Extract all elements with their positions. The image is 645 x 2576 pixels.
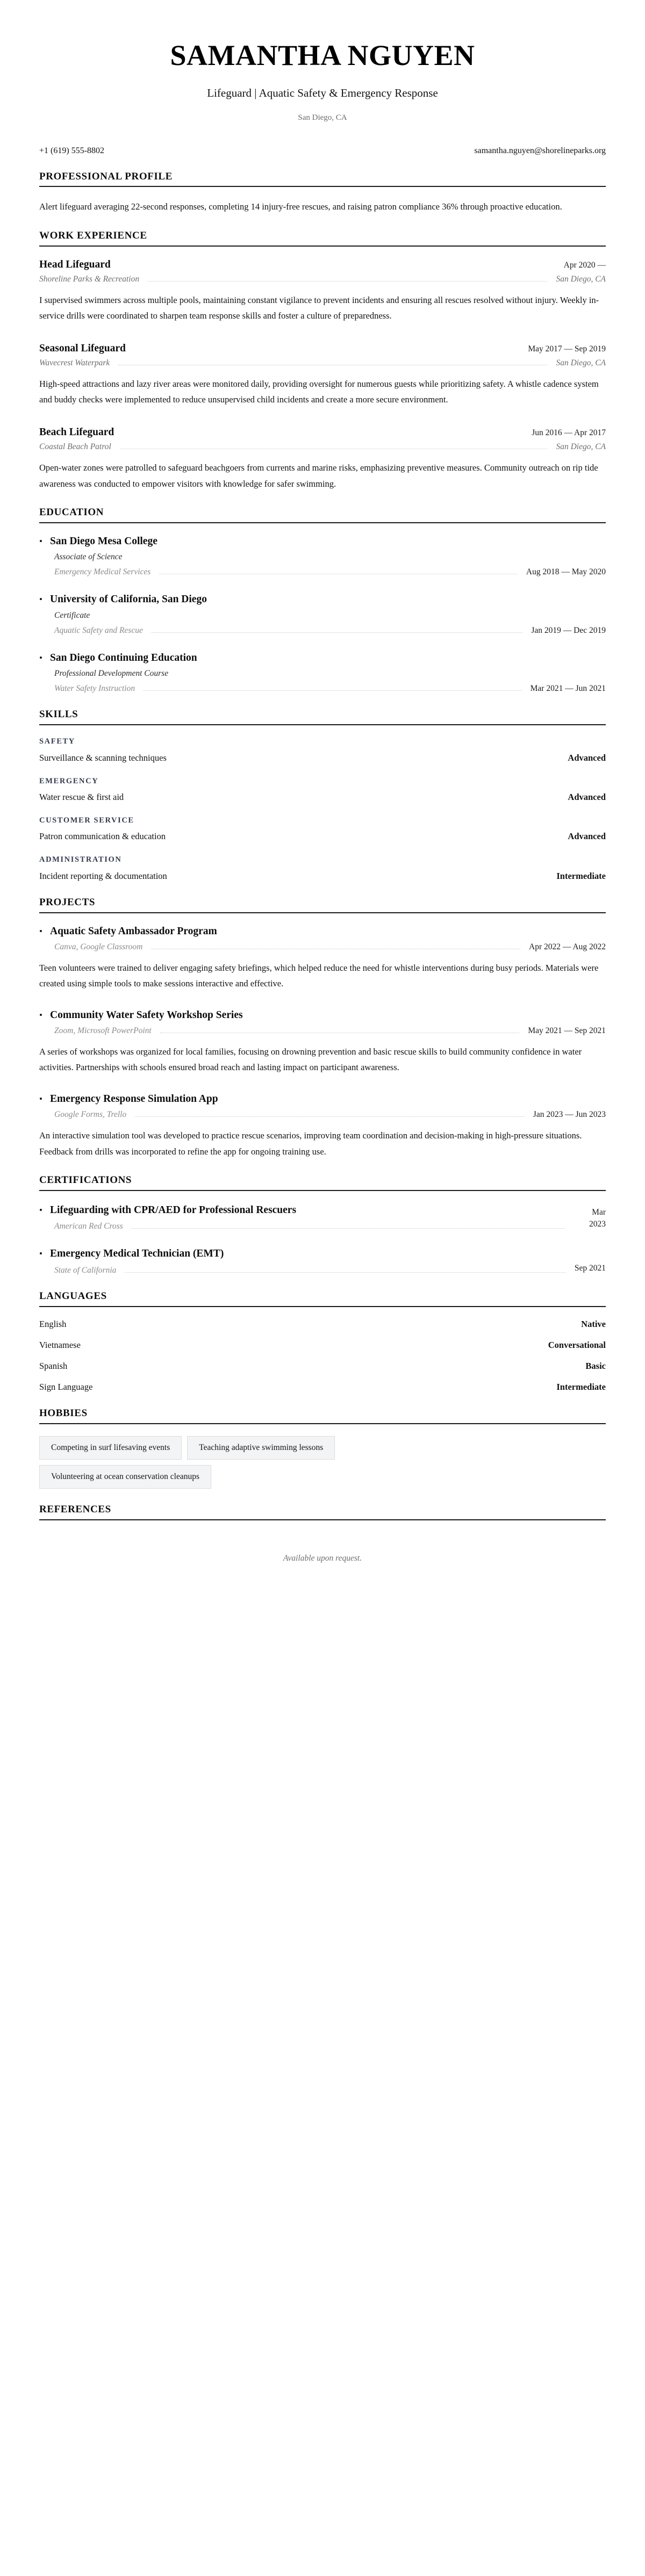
- education-item-detail: [54, 567, 606, 577]
- list-bullet-icon: •: [39, 1249, 42, 1259]
- project-item-dates: May 2021 — Sep 2021: [528, 1026, 606, 1036]
- work-item-subheader: [39, 358, 606, 368]
- work-experience-item: [39, 342, 606, 408]
- languages-list: [39, 1319, 606, 1392]
- section-title-certifications: CERTIFICATIONS: [39, 1174, 132, 1186]
- candidate-location: San Diego, CA: [298, 113, 347, 122]
- certification-item-row: [39, 1203, 606, 1232]
- work-experience-list: [39, 258, 606, 492]
- work-item-dates: Jun 2016 — Apr 2017: [532, 428, 606, 437]
- section-certifications: [39, 1174, 606, 1275]
- project-item-name: Community Water Safety Workshop Series: [50, 1009, 243, 1021]
- work-item-company: Coastal Beach Patrol: [39, 442, 111, 452]
- education-item-detail: [54, 684, 606, 694]
- skill-level: Intermediate: [556, 870, 606, 881]
- list-bullet-icon: •: [39, 594, 42, 605]
- certification-item-date: Mar 2023: [589, 1208, 606, 1229]
- certification-item-name: Emergency Medical Technician (EMT): [50, 1248, 224, 1260]
- section-title-education: EDUCATION: [39, 506, 104, 518]
- work-item-header: [39, 342, 606, 355]
- section-skills: [39, 709, 606, 881]
- education-item-school: San Diego Continuing Education: [50, 652, 197, 663]
- list-bullet-icon: •: [39, 652, 42, 663]
- section-divider: [39, 912, 606, 913]
- education-item: [39, 652, 606, 694]
- certification-item-header: [39, 1203, 574, 1218]
- list-bullet-icon: •: [39, 926, 42, 936]
- certification-item: [39, 1246, 606, 1275]
- references-note: Available upon request.: [283, 1553, 362, 1563]
- language-row: [39, 1361, 606, 1372]
- project-item-header: [39, 1009, 606, 1021]
- language-level: Native: [581, 1318, 606, 1329]
- certifications-list: [39, 1203, 606, 1275]
- work-experience-item: [39, 426, 606, 492]
- list-bullet-icon: •: [39, 1204, 42, 1215]
- section-divider: [39, 186, 606, 187]
- project-item-description: A series of workshops was organized for local families, focusing on drowning prevention and basic rescue skills to build community confidence in water activities. Partnerships with schools ensured broad reach and lasting impact on participant awareness.: [39, 1047, 582, 1073]
- project-item-tools: Google Forms, Trello: [54, 1110, 127, 1120]
- skill-row: [39, 871, 606, 882]
- language-row: [39, 1319, 606, 1330]
- work-item-location: San Diego, CA: [556, 358, 606, 368]
- section-divider: [39, 1519, 606, 1520]
- project-item-description: Teen volunteers were trained to deliver engaging safety briefings, which helped reduce the need for whistle interventions during busy periods. Materials were created using simple tools to make sessions interactive and effective.: [39, 962, 599, 989]
- project-item-name: Emergency Response Simulation App: [50, 1093, 218, 1105]
- project-item-tools: Zoom, Microsoft PowerPoint: [54, 1026, 152, 1036]
- profile-summary-text: Alert lifeguard averaging 22-second responses, completing 14 injury-free rescues, and raising patron compliance 36% through proactive education.: [39, 201, 562, 212]
- skill-category-label: SAFETY: [39, 737, 75, 746]
- work-item-title: Beach Lifeguard: [39, 426, 114, 438]
- education-item-degree: Associate of Science: [54, 552, 123, 562]
- section-divider: [39, 522, 606, 523]
- certification-item-name: Lifeguarding with CPR/AED for Professional Rescuers: [50, 1204, 297, 1216]
- skill-name: Incident reporting & documentation: [39, 870, 167, 881]
- work-item-location: San Diego, CA: [556, 274, 606, 284]
- section-references: [39, 1504, 606, 1563]
- education-item-header: [39, 652, 606, 664]
- skill-row: [39, 753, 606, 763]
- certification-item-row: [39, 1246, 606, 1275]
- skill-row: [39, 792, 606, 803]
- resume-header: [39, 0, 606, 156]
- skill-category-label: EMERGENCY: [39, 776, 99, 785]
- list-bullet-icon: •: [39, 536, 42, 546]
- work-item-subheader: [39, 442, 606, 452]
- certification-item-issuer: American Red Cross: [54, 1222, 123, 1231]
- certification-item-issuer: State of California: [54, 1266, 117, 1275]
- project-item-detail: [54, 942, 606, 952]
- education-item-dates: Mar 2021 — Jun 2021: [530, 684, 606, 694]
- project-item: [39, 1009, 606, 1076]
- work-item-company: Wavecrest Waterpark: [39, 358, 110, 368]
- work-item-header: [39, 258, 606, 271]
- education-item-field: Emergency Medical Services: [54, 567, 151, 577]
- education-item-school: University of California, San Diego: [50, 594, 207, 605]
- work-item-dates: May 2017 — Sep 2019: [528, 344, 606, 353]
- skill-name: Surveillance & scanning techniques: [39, 752, 167, 763]
- dotted-separator: [144, 690, 522, 691]
- language-level: Intermediate: [556, 1381, 606, 1392]
- dotted-separator: [152, 632, 523, 633]
- education-item-dates: Jan 2019 — Dec 2019: [531, 625, 606, 635]
- education-item-degree: Professional Development Course: [54, 669, 169, 679]
- list-bullet-icon: •: [39, 1009, 42, 1020]
- hobbies-list: [39, 1436, 512, 1489]
- project-item-dates: Jan 2023 — Jun 2023: [533, 1110, 606, 1120]
- skill-category-label: ADMINISTRATION: [39, 855, 122, 864]
- skills-list: [39, 737, 606, 882]
- language-name: Vietnamese: [39, 1339, 81, 1350]
- project-item: [39, 1093, 606, 1159]
- language-name: Spanish: [39, 1360, 68, 1371]
- list-bullet-icon: •: [39, 1093, 42, 1104]
- project-item-detail: [54, 1026, 606, 1036]
- work-item-description: I supervised swimmers across multiple pools, maintaining constant vigilance to prevent incidents and ensuring all rescues resolved without injury. Weekly in-service drills were coordinated to sharpen team response skills and foster a culture of preparedness.: [39, 294, 599, 321]
- contact-phone[interactable]: +1 (619) 555-8802: [39, 146, 105, 155]
- contact-email[interactable]: samantha.nguyen@shorelineparks.org: [474, 146, 606, 155]
- project-item-tools: Canva, Google Classroom: [54, 942, 143, 951]
- skill-group: [39, 777, 606, 803]
- section-professional-profile: [39, 171, 606, 215]
- contact-row: [39, 146, 606, 156]
- certification-item-main: [39, 1203, 574, 1232]
- section-title-skills: SKILLS: [39, 709, 78, 720]
- section-title-hobbies: HOBBIES: [39, 1407, 88, 1419]
- section-title-languages: LANGUAGES: [39, 1290, 107, 1302]
- language-row: [39, 1340, 606, 1351]
- education-item: [39, 593, 606, 636]
- skill-group: [39, 737, 606, 763]
- section-education: [39, 507, 606, 694]
- work-item-subheader: [39, 275, 606, 284]
- education-item-field: Aquatic Safety and Rescue: [54, 625, 143, 635]
- section-divider: [39, 1423, 606, 1424]
- education-item-dates: Aug 2018 — May 2020: [526, 567, 606, 577]
- skill-level: Advanced: [568, 831, 606, 842]
- language-name: English: [39, 1318, 67, 1329]
- certification-item-detail: [54, 1266, 575, 1275]
- work-experience-item: [39, 258, 606, 324]
- dotted-separator: [148, 281, 547, 282]
- section-title-work: WORK EXPERIENCE: [39, 229, 147, 241]
- certification-item: [39, 1203, 606, 1232]
- skill-level: Advanced: [568, 752, 606, 763]
- project-item-dates: Apr 2022 — Aug 2022: [529, 942, 606, 951]
- section-divider: [39, 246, 606, 247]
- work-item-description: Open-water zones were patrolled to safeguard beachgoers from currents and marine risks, emphasizing preventive measures. Community outreach on rip tide awareness was conducted to empower visitors with knowledge for safer swimming.: [39, 463, 598, 489]
- hobby-tag: Teaching adaptive swimming lessons: [187, 1436, 335, 1460]
- section-divider: [39, 1306, 606, 1307]
- work-item-header: [39, 426, 606, 438]
- certification-item-main: [39, 1246, 575, 1275]
- dotted-separator: [132, 1228, 565, 1229]
- candidate-name: SAMANTHA NGUYEN: [170, 39, 475, 71]
- language-level: Basic: [585, 1360, 606, 1371]
- section-title-references: REFERENCES: [39, 1504, 111, 1516]
- education-item-school: San Diego Mesa College: [50, 535, 157, 547]
- section-hobbies: [39, 1408, 606, 1489]
- education-item-header: [39, 535, 606, 547]
- work-item-title: Seasonal Lifeguard: [39, 342, 126, 354]
- project-item-description: An interactive simulation tool was developed to practice rescue scenarios, improving team coordination and decision-making in high-pressure situations. Feedback from drills was incorporated to refine the app for ongoing training use.: [39, 1130, 582, 1157]
- education-item-detail: [54, 626, 606, 636]
- language-row: [39, 1382, 606, 1392]
- section-divider: [39, 724, 606, 725]
- section-projects: [39, 897, 606, 1159]
- project-item-header: [39, 925, 606, 937]
- project-item: [39, 925, 606, 992]
- work-item-location: San Diego, CA: [556, 442, 606, 452]
- work-item-company: Shoreline Parks & Recreation: [39, 274, 140, 284]
- certification-item-detail: [54, 1222, 574, 1231]
- certification-item-date: Sep 2021: [574, 1264, 606, 1273]
- section-title-profile: PROFESSIONAL PROFILE: [39, 170, 173, 182]
- dotted-separator: [135, 1116, 525, 1117]
- skill-name: Water rescue & first aid: [39, 791, 124, 802]
- skill-name: Patron communication & education: [39, 831, 166, 842]
- education-item-field: Water Safety Instruction: [54, 684, 135, 694]
- project-item-name: Aquatic Safety Ambassador Program: [50, 925, 217, 937]
- hobby-tag: Competing in surf lifesaving events: [39, 1436, 182, 1460]
- section-work-experience: [39, 230, 606, 492]
- project-item-header: [39, 1093, 606, 1105]
- work-item-dates: Apr 2020 —: [563, 260, 606, 270]
- project-item-detail: [54, 1110, 606, 1120]
- language-level: Conversational: [548, 1339, 606, 1350]
- skill-group: [39, 855, 606, 881]
- skill-row: [39, 831, 606, 842]
- section-languages: [39, 1290, 606, 1392]
- work-item-title: Head Lifeguard: [39, 258, 111, 270]
- dotted-separator: [125, 1272, 565, 1273]
- language-name: Sign Language: [39, 1381, 93, 1392]
- education-list: [39, 535, 606, 694]
- projects-list: [39, 925, 606, 1159]
- candidate-headline: Lifeguard | Aquatic Safety & Emergency Response: [207, 86, 438, 100]
- skill-group: [39, 816, 606, 842]
- skill-level: Advanced: [568, 791, 606, 802]
- work-item-description: High-speed attractions and lazy river areas were monitored daily, providing oversight for numerous guests while prioritizing safety. A whistle cadence system and buddy checks were implemented to reduce unsupervised child incidents and create a more secure environment.: [39, 379, 599, 405]
- hobby-tag: Volunteering at ocean conservation cleanups: [39, 1465, 211, 1489]
- certification-item-header: [39, 1246, 575, 1261]
- education-item-degree: Certificate: [54, 610, 90, 620]
- section-divider: [39, 1190, 606, 1191]
- education-item-header: [39, 593, 606, 605]
- skill-category-label: CUSTOMER SERVICE: [39, 816, 134, 825]
- education-item: [39, 535, 606, 578]
- section-title-projects: PROJECTS: [39, 896, 96, 908]
